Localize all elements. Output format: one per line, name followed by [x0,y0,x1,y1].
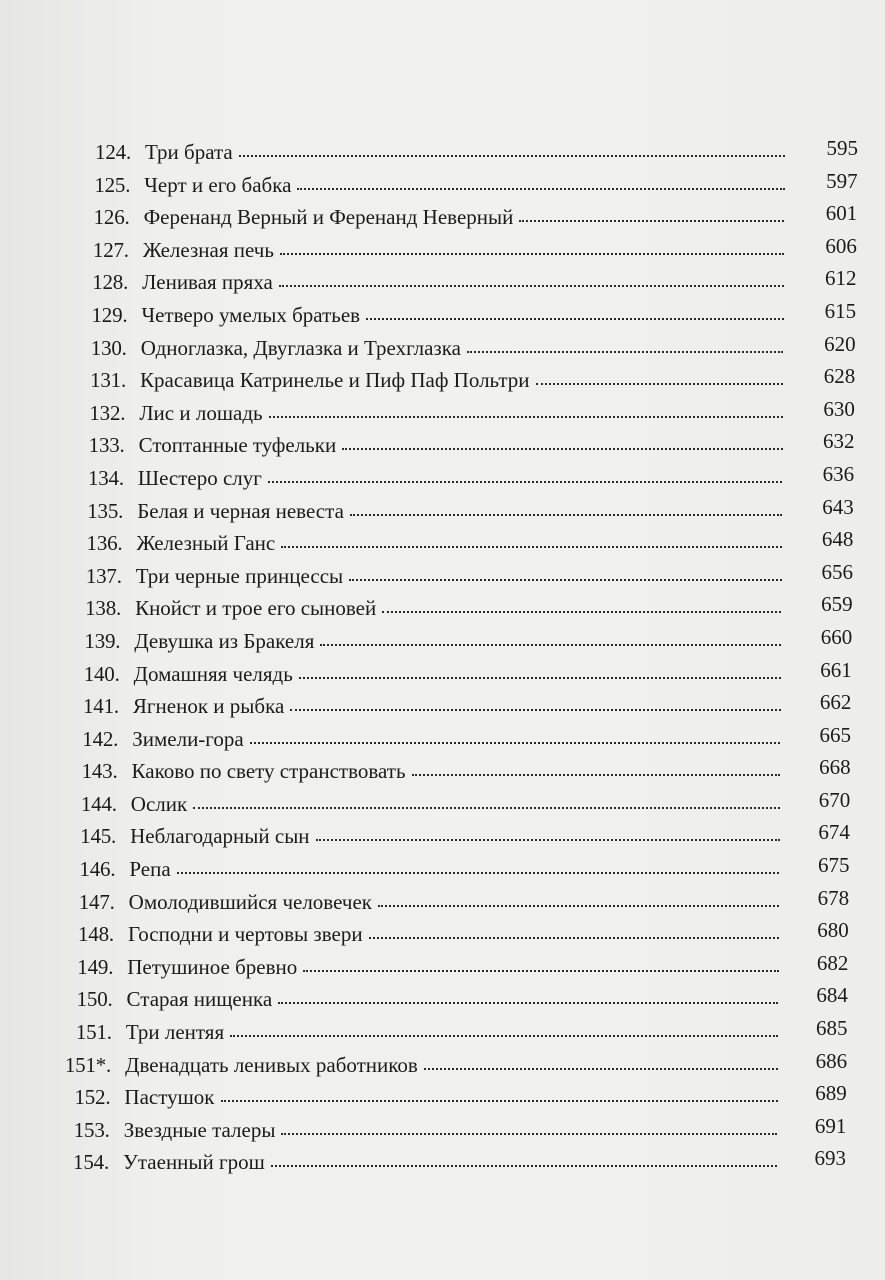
toc-page-number: 686 [815,1048,848,1073]
toc-entry [55,1052,778,1077]
toc-row [0,719,885,752]
dot-leader [230,1035,778,1037]
toc-row [0,132,885,165]
toc-entry-title: Неблагодарный сын [130,824,310,849]
toc-row [0,458,885,491]
toc-row [0,849,885,882]
dot-leader [177,872,780,874]
dot-leader [412,774,781,776]
toc-entry-title: Одноглазка, Двуглазка и Трехглазка [140,335,461,360]
dot-leader [269,416,783,418]
toc-entry [58,924,779,945]
toc-entry [62,726,780,751]
toc-page-number: 674 [818,820,850,845]
toc-page-number: 684 [816,983,848,1008]
toc-page-number: 636 [822,461,855,486]
toc-entry [66,533,781,554]
toc-entry [66,563,782,588]
toc-row [0,686,885,719]
dot-leader [290,709,780,711]
toc-entry [74,172,784,197]
dot-leader [320,644,781,646]
toc-entry [74,207,785,228]
dot-leader [278,1002,778,1004]
toc-entry-title: Белая и черная невеста [137,498,344,523]
dot-leader [299,677,781,679]
toc-entry [68,465,783,490]
toc-page-number: 662 [819,690,852,715]
toc-entry-title: Господни и чертовы звери [127,922,363,947]
toc-entry [65,598,781,619]
toc-entry-number: 151. [75,1020,112,1045]
dot-leader [193,807,780,809]
toc-entry-title: Двенадцать ленивых работников [125,1052,418,1077]
toc-entry-number: 143. [81,759,118,784]
toc-entry-number: 141. [82,694,119,719]
toc-entry-title: Черт и его бабка [144,172,292,197]
toc-entry [53,1152,777,1173]
toc-entry-title: Четверо умелых братьев [141,302,361,327]
toc-row [0,816,885,849]
toc-entry-number: 137. [85,563,122,588]
dot-leader [424,1068,778,1070]
toc-entry [63,696,781,717]
toc-entry-title: Пастушок [124,1085,215,1110]
toc-page-number: 685 [816,1016,848,1041]
toc-page-number: 659 [821,592,853,617]
toc-entry-number: 153. [73,1117,110,1142]
toc-entry-number: 130. [90,335,127,360]
toc-entry-title: Каково по свету странствовать [131,759,406,784]
toc-entry [64,628,781,653]
toc-row [0,328,885,361]
toc-page-number: 601 [825,201,858,226]
dot-leader [268,481,783,483]
toc-entry-number: 144. [80,791,117,816]
table-of-contents [0,132,885,1175]
toc-entry-title: Старая нищенка [126,987,273,1012]
toc-entry-title: Стоптанные туфельки [138,433,337,458]
toc-row [0,621,885,654]
toc-entry [70,370,783,391]
toc-entry [75,142,785,163]
dot-leader [250,742,781,744]
toc-row [0,295,885,328]
toc-row [0,523,885,556]
toc-entry-title: Ленивая пряха [142,270,273,295]
toc-entry-title: Ференанд Верный и Ференанд Неверный [143,205,514,230]
toc-entry-number: 127. [92,237,129,262]
toc-row [0,751,885,784]
toc-entry-number: 136. [86,531,123,556]
toc-page-number: 682 [816,950,849,975]
dot-leader [316,839,780,841]
toc-entry-number: 129. [91,302,128,327]
toc-page-number: 678 [817,885,850,910]
toc-page-number: 693 [814,1146,846,1171]
dot-leader [279,285,784,287]
dot-leader [519,220,784,222]
toc-row [0,1077,885,1110]
toc-page-number: 612 [824,266,857,291]
toc-row [0,784,885,817]
toc-entry [72,272,784,293]
dot-leader [281,1133,777,1135]
toc-entry [54,1087,777,1108]
dot-leader [297,188,784,190]
toc-entry-title: Девушка из Бракеля [134,628,315,653]
toc-row [0,914,885,947]
dot-leader [369,937,779,939]
dot-leader [366,318,784,320]
toc-page-number: 689 [815,1081,847,1106]
toc-entry-number: 148. [78,922,114,947]
toc-entry [57,954,778,979]
toc-entry-title: Омолодившийся человечек [128,889,372,914]
toc-entry [60,826,779,847]
toc-entry-title: Ослик [130,791,188,816]
toc-entry-number: 145. [80,824,117,849]
toc-row [0,360,885,393]
toc-entry [61,791,780,816]
toc-row [0,979,885,1012]
toc-entry-title: Ягненок и рыбка [132,694,285,719]
dot-leader [280,253,784,255]
toc-entry [54,1117,778,1142]
toc-entry-number: 135. [87,498,124,523]
toc-entry-title: Шестеро слуг [137,465,262,490]
toc-entry [64,661,781,686]
toc-page-number: 668 [819,755,851,780]
toc-entry-number: 154. [73,1150,109,1175]
toc-entry-number: 147. [78,889,115,914]
toc-entry [59,859,779,880]
toc-entry-number: 138. [85,596,122,621]
toc-row [0,262,885,295]
toc-row [0,1012,885,1045]
toc-entry [69,400,783,425]
toc-page-number: 680 [817,918,849,943]
toc-row [0,588,885,621]
toc-entry-number: 126. [93,205,130,230]
dot-leader [536,383,784,385]
toc-entry [67,498,782,523]
toc-row [0,1110,885,1143]
dot-leader [382,611,781,613]
toc-entry-number: 151*. [64,1052,112,1077]
toc-entry-title: Зимели-гора [132,726,244,751]
toc-page-number: 691 [814,1113,847,1138]
toc-row [0,425,885,458]
toc-entry-title: Лис и лошадь [139,400,263,425]
toc-entry-number: 140. [83,661,120,686]
toc-row [0,1045,885,1078]
toc-entry [71,335,784,360]
toc-entry-title: Звездные талеры [123,1117,276,1142]
toc-row [0,197,885,230]
toc-page-number: 597 [826,168,858,193]
toc-page-number: 595 [826,136,858,160]
toc-page-number: 615 [824,298,857,323]
toc-row [0,393,885,426]
toc-entry [71,302,783,327]
dot-leader [378,905,779,907]
toc-row [0,165,885,198]
toc-page-number: 643 [822,494,854,519]
toc-entry-title: Железный Ганс [136,531,276,556]
toc-entry-number: 139. [84,628,121,653]
toc-entry-title: Домашняя челядь [133,661,293,686]
toc-row [0,654,885,687]
toc-page-number: 620 [824,331,856,356]
toc-entry [69,435,783,456]
toc-entry [57,989,779,1010]
dot-leader [303,970,778,972]
toc-page-number: 632 [823,429,855,454]
dot-leader [467,351,784,353]
toc-page-number: 606 [825,233,857,258]
toc-entry-title: Три черные принцессы [135,563,344,588]
toc-page-number: 628 [823,364,856,389]
dot-leader [281,546,782,548]
toc-page-number: 648 [821,527,854,552]
toc-entry [62,761,781,782]
toc-entry-number: 132. [89,400,126,425]
toc-entry-title: Петушиное бревно [127,954,298,979]
toc-entry-number: 152. [74,1085,111,1110]
toc-entry-number: 133. [88,433,125,458]
toc-entry [56,1022,778,1043]
toc-row [0,947,885,980]
toc-entry [59,889,779,914]
toc-page-number: 661 [820,657,852,682]
toc-row [0,230,885,263]
dot-leader [271,1165,777,1167]
dot-leader [349,579,781,581]
toc-entry-title: Утаенный грош [123,1150,265,1175]
toc-page-number: 630 [823,396,855,421]
toc-page-number: 665 [819,722,852,747]
toc-entry-number: 131. [90,368,127,393]
dot-leader [350,514,782,516]
toc-entry-number: 128. [92,270,129,295]
toc-entry-number: 125. [94,172,131,197]
toc-entry-title: Красавица Катринелье и Пиф Паф Польтри [140,368,530,393]
toc-row [0,491,885,524]
dot-leader [221,1100,778,1102]
toc-entry-number: 150. [76,987,113,1012]
toc-page-number: 660 [820,624,853,649]
toc-entry-title: Репа [129,857,171,882]
toc-entry-title: Железная печь [142,237,274,262]
toc-entry-title: Три брата [145,140,233,164]
toc-entry-number: 149. [77,954,114,979]
toc-page-number: 675 [817,853,850,878]
toc-entry-number: 134. [87,465,124,490]
dot-leader [342,448,782,450]
toc-entry-number: 146. [79,857,116,882]
toc-entry-number: 142. [82,726,119,751]
toc-entry [73,237,784,262]
toc-entry-title: Три лентяя [125,1020,225,1045]
dot-leader [239,155,785,157]
toc-row [0,556,885,589]
toc-entry-title: Кнойст и трое его сыновей [135,596,377,621]
toc-row [0,1142,885,1175]
toc-row [0,882,885,915]
toc-page-number: 670 [818,787,851,812]
toc-page-number: 656 [821,559,853,584]
toc-entry-number: 124. [95,140,131,164]
